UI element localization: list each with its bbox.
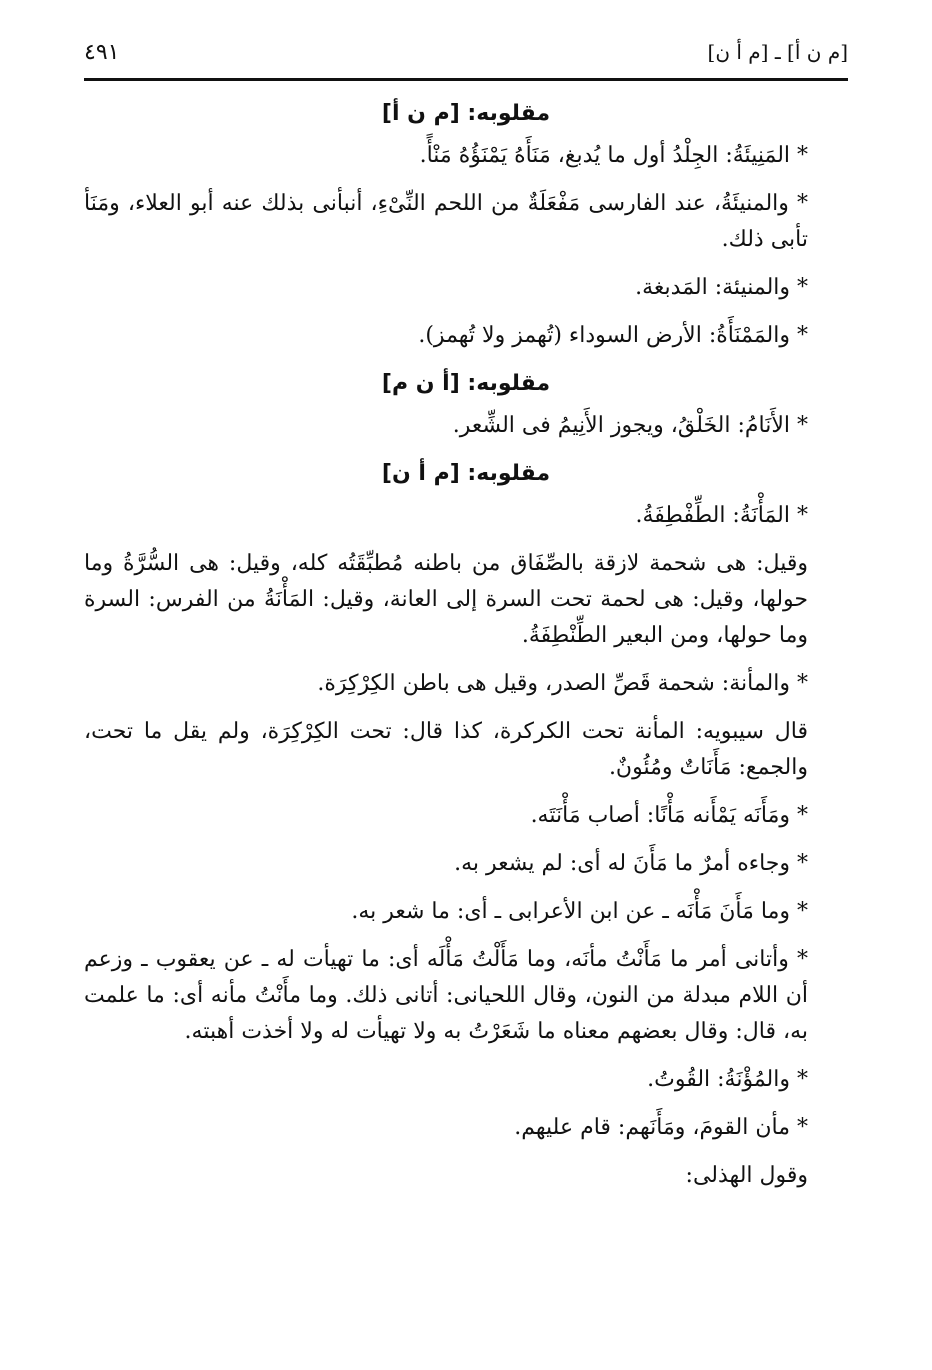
page-number: ٤٩١ <box>84 40 120 65</box>
paragraph: * وأتانى أمر ما مَأَنْتُ مأنَه، وما مَأَلْتُ مَأْلَه أى: ما تهيأت له ـ عن يعقوب ـ وزعم أن اللام مبدلة من النون، وقال اللحيانى: أتانى ذلك. وما مأَنْتُ مأنه أى: ما علمت به، قال: وقال بعضهم معناه ما شَعَرْتُ به ولا تهيأت له ولا أخذت أهبته. <box>84 947 808 1044</box>
section-heading: مقلوبه: [أ ن م] <box>381 371 551 396</box>
paragraph: قال سيبويه: المأنة تحت الكركرة، كذا قال: تحت الكِرْكِرَة، ولم يقل ما تحت، والجمع: مَأَنَاتٌ ومُئُونٌ. <box>84 719 808 780</box>
paragraph: * مأن القومَ، ومَأَنَهم: قام عليهم. <box>514 1115 808 1140</box>
paragraph: * المَأْنَةُ: الطِّفْطِفَةُ. <box>635 503 808 528</box>
paragraph: * المَنِيئَةُ: الجِلْدُ أول ما يُدبغ، مَنَأَهُ يَمْنَؤُهُ مَنْأً. <box>419 143 808 168</box>
paragraph: وقيل: هى شحمة لازقة بالصِّفَاق من باطنه مُطبِّقَتُه كله، وقيل: هى السُّرَّةُ وما حولها، وقيل: هى لحمة تحت السرة إلى العانة، وقيل: المَأْنَةُ من الفرس: السرة وما حولها، ومن البعير الطِّنْطِفَةُ. <box>84 551 808 648</box>
header-rule <box>84 78 848 81</box>
paragraph: * والمنيئَةُ، عند الفارسى مَفْعَلَةٌ من اللحم النِّىْءِ، أنبأنى بذلك عنه أبو العلاء، ومَنَأ تأبى ذلك. <box>84 191 808 252</box>
paragraph: * والمأنة: شحمة قَصِّ الصدر، وقيل هى باطن الكِرْكِرَة. <box>317 671 808 696</box>
paragraph: * والمُؤْنَةُ: القُوتُ. <box>647 1067 808 1092</box>
section-heading: مقلوبه: [م أ ن] <box>381 461 551 486</box>
paragraph: * وما مَأَنَ مَأْنَه ـ عن ابن الأعرابى ـ أى: ما شعر به. <box>351 899 808 924</box>
paragraph: * ومَأَنَه يَمْأَنه مَأْنًا: أصاب مَأْنَتَه. <box>530 803 808 828</box>
paragraph: * الأَنَامُ: الخَلْقُ، ويجوز الأَنِيمُ فى الشِّعر. <box>452 413 808 438</box>
paragraph: * والمنيئة: المَدبغة. <box>635 275 808 300</box>
paragraph: وقول الهذلى: <box>685 1163 808 1188</box>
paragraph: * وجاءه أمرٌ ما مَأَنَ له أى: لم يشعر به. <box>454 851 808 876</box>
body-text <box>84 92 848 1206</box>
section-heading: مقلوبه: [م ن أ] <box>381 101 551 126</box>
running-header: [م ن أ] ـ [م أ ن] <box>707 40 848 64</box>
paragraph: * والمَمْنَأَةُ: الأرض السوداء (تُهمز ولا تُهمز). <box>418 323 808 348</box>
